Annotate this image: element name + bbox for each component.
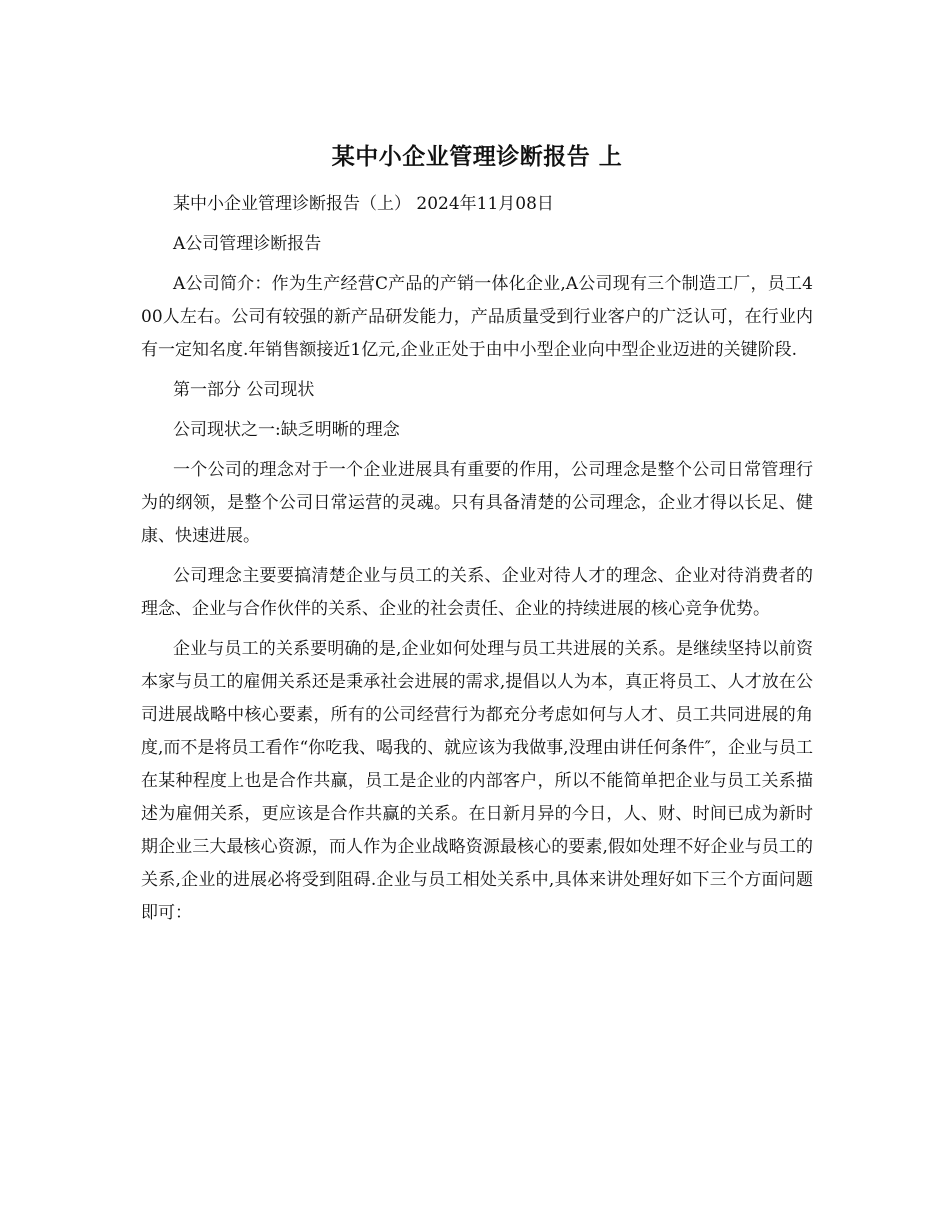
part-one-heading: 第一部分 公司现状 <box>173 380 315 400</box>
philosophy-paragraph: 一个公司的理念对于一个企业进展具有重要的作用，公司理念是整个公司日常管理行为的纲领，是整个公司日常运营的灵魂。只有具备清楚的公司理念，企业才得以长足、健康、快速进展。 <box>141 460 813 546</box>
document-title: 某中小企业管理诊断报告 上 <box>331 143 623 170</box>
report-heading-date: 某中小企业管理诊断报告（上） 2024年11月08日 <box>173 194 554 214</box>
company-intro-paragraph: A公司简介：作为生产经营C产品的产销一体化企业,A公司现有三个制造工厂，员工400人左右。公司有较强的新产品研发能力，产品质量受到行业客户的广泛认可，在行业内有一定知名度.年销售额接近1亿元,企业正处于由中小型企业向中型企业迈进的关键阶段. <box>141 274 813 360</box>
report-subtitle: A公司管理诊断报告 <box>173 234 322 254</box>
status-one-heading: 公司现状之一:缺乏明晰的理念 <box>173 420 400 440</box>
employee-relation-paragraph: 企业与员工的关系要明确的是,企业如何处理与员工共进展的关系。是继续坚持以前资本家与员工的雇佣关系还是秉承社会进展的需求,提倡以人为本，真正将员工、人才放在公司进展战略中核心要素，所有的公司经营行为都充分考虑如何与人才、员工共同进展的角度,而不是将员工看作“你吃我、喝我的、就应该为我做事,没理由讲任何条件″，企业与员工在某种程度上也是合作共赢，员工是企业的内部客户，所以不能简单把企业与员工关系描述为雇佣关系，更应该是合作共赢的关系。在日新月异的今日，人、财、时间已成为新时期企业三大最核心资源，而人作为企业战略资源最核心的要素,假如处理不好企业与员工的关系,企业的进展必将受到阻碍.企业与员工相处关系中,具体来讲处理好如下三个方面问题即可： <box>141 639 813 923</box>
philosophy-scope-paragraph: 公司理念主要要搞清楚企业与员工的关系、企业对待人才的理念、企业对待消费者的理念、企业与合作伙伴的关系、企业的社会责任、企业的持续进展的核心竞争优势。 <box>141 566 813 619</box>
document-page <box>141 140 813 937</box>
